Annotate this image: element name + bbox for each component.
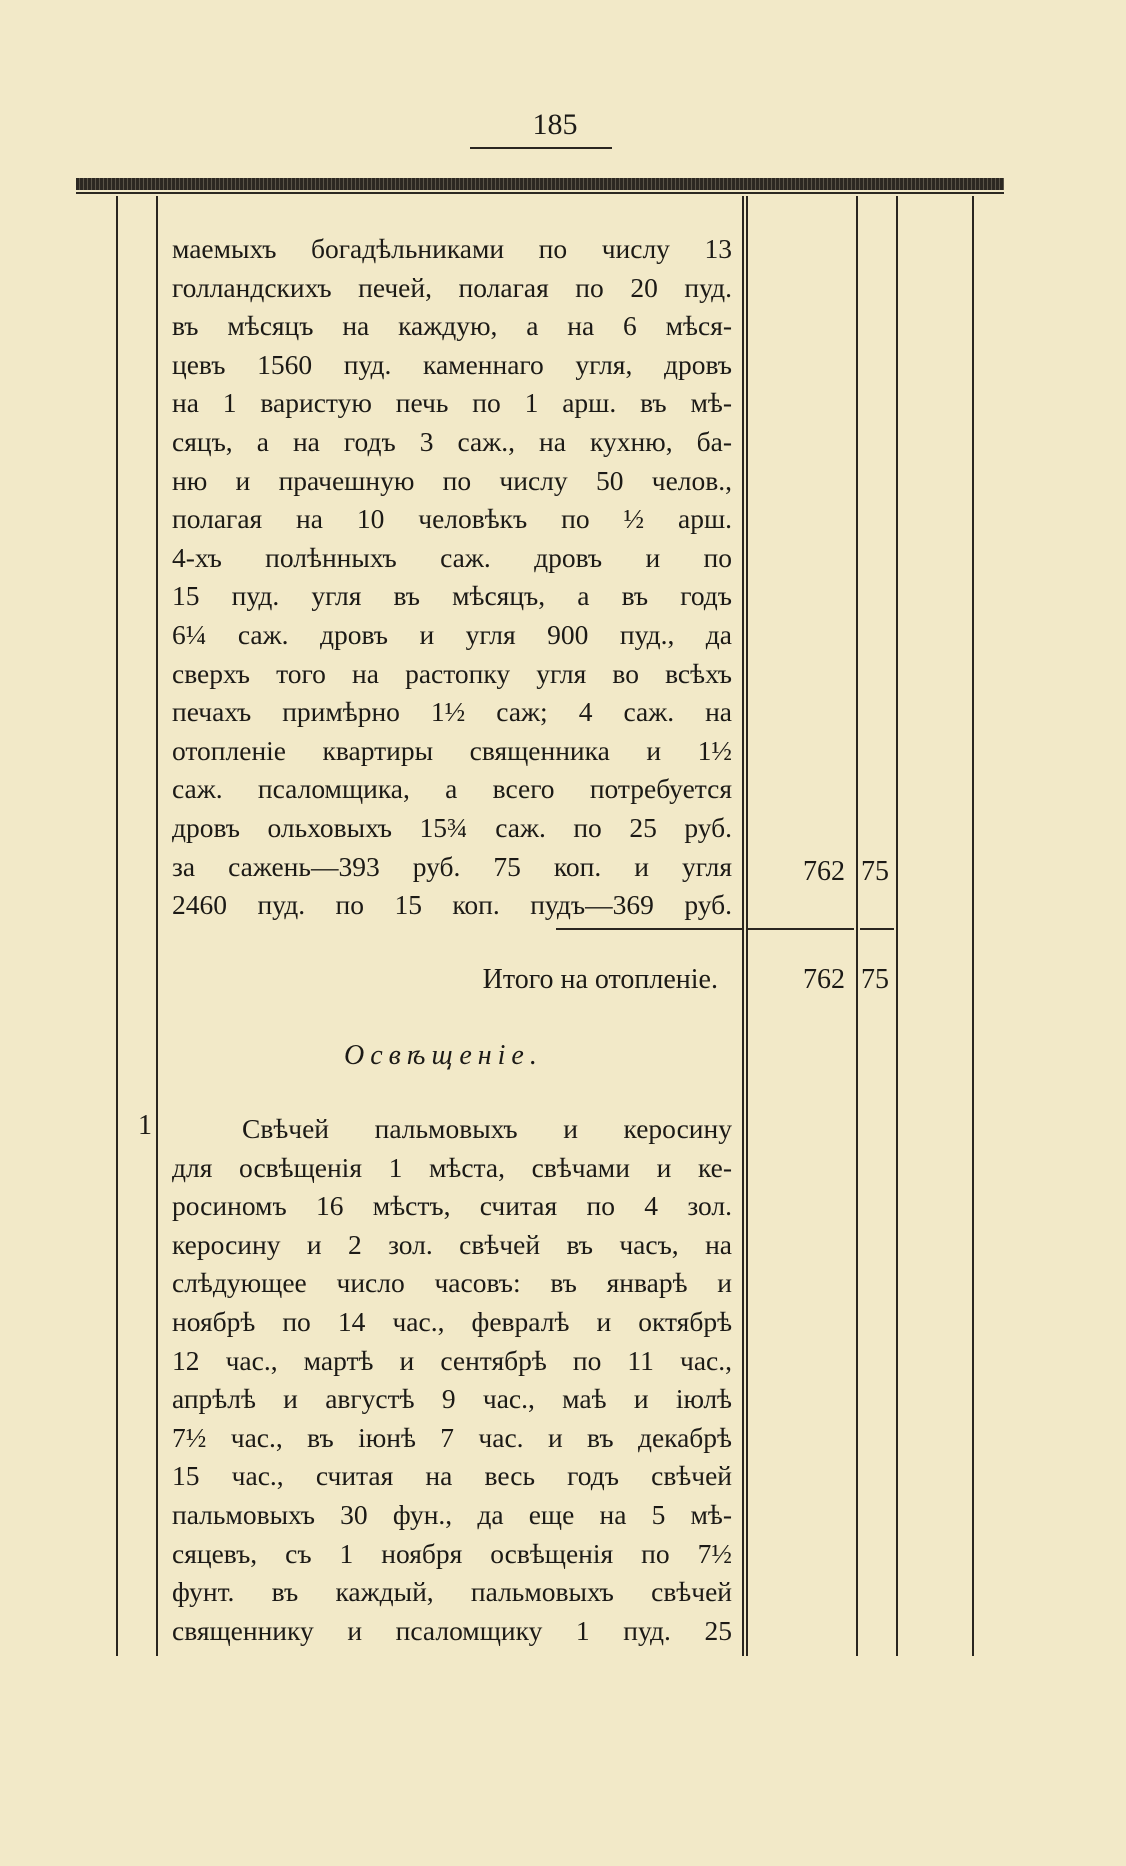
text-line: дровъ ольховыхъ 15¾ саж. по 25 руб. <box>172 811 732 843</box>
text-line: Свѣчей пальмовыхъ и керосину <box>242 1113 732 1144</box>
subtotal-rule-rubles <box>748 928 854 930</box>
heating-amount-kopecks: 75 <box>861 856 889 887</box>
column-rule-outer-right <box>972 196 974 1656</box>
column-rule-text-right-double <box>746 196 748 1656</box>
text-line: голландскихъ печей, полагая по 20 пуд. <box>172 271 732 303</box>
text-line: фунт. въ каждый, пальмовыхъ свѣчей <box>172 1576 732 1608</box>
heating-total-label: Итого на отопленіе. <box>482 964 718 995</box>
text-line: ноябрѣ по 14 час., февралѣ и октябрѣ <box>172 1305 732 1337</box>
text-line: цевъ 1560 пуд. каменнаго угля, дровъ <box>172 348 732 380</box>
column-rule-text-right <box>742 196 744 1656</box>
text-line: священнику и псаломщику 1 пуд. 25 <box>172 1614 732 1646</box>
text-line: сяцъ, а на годъ 3 саж., на кухню, ба- <box>172 425 732 457</box>
text-line: 15 час., считая на весь годъ свѣчей <box>172 1460 732 1492</box>
text-line: 15 пуд. угля въ мѣсяцъ, а въ годъ <box>172 580 732 612</box>
text-line: росиномъ 16 мѣстъ, считая по 4 зол. <box>172 1190 732 1222</box>
lighting-paragraph <box>172 1110 732 1650</box>
text-line: 7½ час., въ іюнѣ 7 час. и въ декабрѣ <box>172 1421 732 1453</box>
column-rule-item-number <box>156 196 158 1656</box>
text-line: маемыхъ богадѣльниками по числу 13 <box>172 233 732 264</box>
heating-paragraph <box>172 230 732 925</box>
subtotal-rule-text <box>556 928 742 930</box>
text-line: для освѣщенія 1 мѣста, свѣчами и ке- <box>172 1151 732 1183</box>
heating-total-kopecks: 75 <box>861 964 889 995</box>
page-number-rule <box>470 147 612 149</box>
text-line: 4-хъ полѣнныхъ саж. дровъ и по <box>172 541 732 573</box>
text-line: пальмовыхъ 30 фун., да еще на 5 мѣ- <box>172 1498 732 1530</box>
text-line: полагая на 10 человѣкъ по ½ арш. <box>172 503 732 535</box>
text-line: 2460 пуд. по 15 коп. пудъ—369 руб. <box>172 889 732 921</box>
text-line: въ мѣсяцъ на каждую, а на 6 мѣся- <box>172 310 732 342</box>
lighting-heading: Освѣщеніе. <box>344 1040 543 1071</box>
text-line: апрѣлѣ и августѣ 9 час., маѣ и іюлѣ <box>172 1383 732 1415</box>
text-line: печахъ примѣрно 1½ саж; 4 саж. на <box>172 696 732 728</box>
subtotal-rule-kopecks <box>860 928 894 930</box>
text-line: 6¼ саж. дровъ и угля 900 пуд., да <box>172 618 732 650</box>
text-line: ню и прачешную по числу 50 челов., <box>172 464 732 496</box>
heating-total-rubles: 762 <box>803 964 845 995</box>
text-line: слѣдующее число часовъ: въ январѣ и <box>172 1267 732 1299</box>
column-rule-kopecks-right <box>896 196 898 1656</box>
heating-amount-rubles: 762 <box>803 856 845 887</box>
table-header-band <box>76 178 1004 190</box>
text-line: 12 час., мартѣ и сентябрѣ по 11 час., <box>172 1344 732 1376</box>
text-line: отопленіе квартиры священника и 1½ <box>172 734 732 766</box>
column-rule-left-outer <box>116 196 118 1656</box>
text-line: сверхъ того на растопку угля во всѣхъ <box>172 657 732 689</box>
lighting-item-number: 1 <box>138 1110 152 1141</box>
column-rule-rubles-right <box>856 196 858 1656</box>
text-line: за сажень—393 руб. 75 коп. и угля <box>172 850 732 882</box>
text-line: керосину и 2 зол. свѣчей въ часъ, на <box>172 1228 732 1260</box>
page-number: 185 <box>532 108 578 141</box>
text-line: сяцевъ, съ 1 ноября освѣщенія по 7½ <box>172 1537 732 1569</box>
text-line: саж. псаломщика, а всего потребуется <box>172 773 732 805</box>
text-line: на 1 варистую печь по 1 арш. въ мѣ- <box>172 387 732 419</box>
